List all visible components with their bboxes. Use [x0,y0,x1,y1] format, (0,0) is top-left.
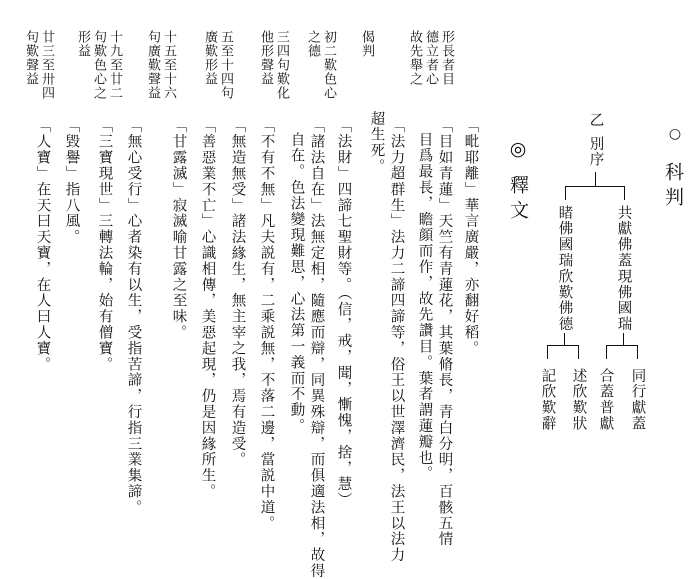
entry-line: 「善惡業不亡」心識相傳，美惡起現，仍是因緣所生。 [199,118,216,500]
entry-line: 「諸法自在」法無定相，隨應而辯，同異殊辯，而俱適法相，故得 [308,118,325,579]
verse-line: 偈判 [359,30,374,58]
bracket-line [606,345,638,346]
entry-line: 自在。色法變現難思，心法第一義而不動。 [288,132,305,435]
bracket-line [637,345,638,359]
verse-line: 形長者目 [439,30,454,86]
entry-line: 「人寶」在天曰天寶，在人曰人寶。 [34,118,51,373]
verse-line: 之德 [305,30,320,58]
outline-leaf: 記欣歎辭 [539,368,556,432]
bracket-line [623,333,624,345]
outline-root: 別序 [587,136,604,168]
verse-line: 十九至廿二 [107,30,122,100]
entry-line: 「無造無受」諸法緣生，無主宰之我，焉有造受。 [229,118,246,468]
bracket-line [606,345,607,359]
bracket-line [578,345,579,359]
heading-title: 科判 [662,162,684,212]
section-title: 釋文 [507,175,529,225]
verse-line: 廣歎形益 [202,30,217,86]
section-circle: ◎ [507,138,529,166]
bracket-line [595,172,596,186]
bracket-line [624,186,625,200]
bracket-line [547,345,548,359]
entry-line: 「法財」四諦七聖財等。（信，戒，聞，慚愧，捨，慧） [335,118,352,509]
outline-branch-left: 睹佛國瑞欣歎佛德 [556,205,573,333]
verse-line: 德立者心 [423,30,438,86]
bracket-line [564,333,565,345]
entry-line: 「三寶現世」三轉法輪，始有僧寶。 [96,118,113,373]
verse-line: 句廣歎聲益 [145,30,160,100]
verse-line: 句歎色心之 [91,30,106,100]
verse-line: 形益 [75,30,90,58]
outline-leaf: 合蓋普獻 [597,368,614,432]
entry-line: 「毗耶離」華言廣嚴，亦翻好稻。 [462,118,479,357]
entry-line: 「無心受行」心者染有以生，受指苦諦，行指三業集諦。 [125,118,142,516]
verse-line: 句歎聲益 [23,30,38,86]
verse-line: 故先舉之 [407,30,422,86]
verse-line: 廿三至卅四 [39,30,54,100]
outline-leaf: 同行獻蓋 [629,368,646,432]
entry-line: 「毀譽」指八風。 [63,118,80,246]
verse-line: 十五至十六 [161,30,176,100]
verse-line: 他形聲益 [258,30,273,86]
bracket-line [565,186,625,187]
heading-circle: ○ [667,126,683,148]
outline-label: 乙 [587,112,604,128]
entry-line: 「目如青蓮」天竺有青蓮花，其葉脩長，青白分明，百骸五情 [436,118,453,548]
bracket-line [565,186,566,200]
verse-line: 三四句歎化 [274,30,289,100]
entry-line: 「不有不無」凡夫説有，二乘説無，不落二邊，當説中道。 [258,118,275,532]
entry-line: 「法力超群生」法力二諦四諦等，俗王以世澤濟民，法王以法力 [388,118,405,564]
entry-line: 「甘露滅」寂滅喻甘露之至味。 [170,118,187,341]
entry-line: 目爲最長，瞻顔而作，故先讚目。葉者謂蓮瓣也。 [416,132,433,482]
outline-branch-right: 共獻佛蓋現佛國瑞 [615,205,632,333]
entry-line: 超生死。 [368,111,385,175]
outline-leaf: 述欣歎狀 [570,368,587,432]
verse-line: 五至十四句 [218,30,233,100]
bracket-line [547,345,579,346]
verse-line: 初二歎色心 [321,30,336,100]
